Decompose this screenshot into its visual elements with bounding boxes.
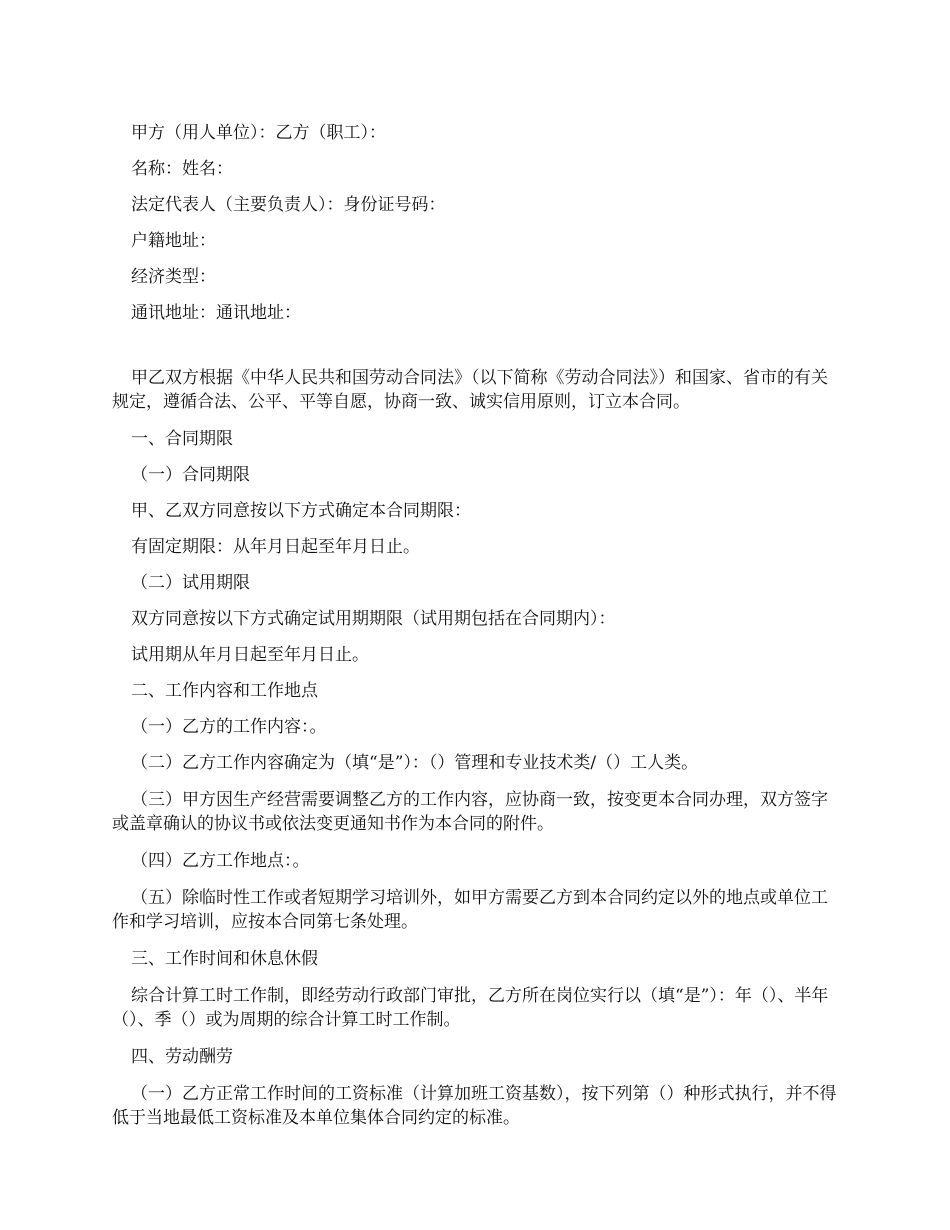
party-line: 甲方（用人单位）：乙方（职工）： [131,123,386,143]
work-adjustment-paragraph: （三）甲方因生产经营需要调整乙方的工作内容，应协商一致，按变更本合同办理，双方签字或盖章确认的协议书或依法变更通知书作为本合同的附件。 [112,790,828,834]
section-heading-hours: 三、工作时间和休息休假 [131,949,318,969]
wage-standard-paragraph: （一）乙方正常工作时间的工资标准（计算加班工资基数），按下列第（）种形式执行，并不得低于当地最低工资标准及本单位集体合同约定的标准。 [112,1084,837,1128]
work-content-paragraph: （一）乙方的工作内容：。 [131,717,327,737]
economic-type-line: 经济类型： [131,267,216,287]
working-hours-paragraph: 综合计算工时工作制，即经劳动行政部门审批，乙方所在岗位实行以（填“是”）：年（）、半年（）、季（）或为周期的综合计算工时工作制。 [112,986,829,1030]
work-location-paragraph: （四）乙方工作地点：。 [131,851,310,871]
document-content [112,122,842,1144]
section-heading-term: 一、合同期限 [131,429,233,449]
legal-representative-line: 法定代表人（主要负责人）：身份证号码： [131,195,446,215]
preamble-paragraph: 甲乙双方根据《中华人民共和国劳动合同法》（以下简称《劳动合同法》）和国家、省市的有关规定，遵循合法、公平、平等自愿，协商一致、诚实信用原则，订立本合同。 [112,368,828,412]
probation-method-paragraph: 双方同意按以下方式确定试用期期限（试用期包括在合同期内）： [131,609,616,629]
name-line: 名称：姓名： [131,159,233,179]
section-heading-work: 二、工作内容和工作地点 [131,681,318,701]
probation-period-paragraph: 试用期从年月日起至年月日止。 [131,645,369,665]
household-address-line: 户籍地址： [131,231,216,251]
section-gap [112,338,842,366]
fixed-term-paragraph: 有固定期限：从年月日起至年月日止。 [131,537,420,557]
term-method-paragraph: 甲、乙双方同意按以下方式确定本合同期限： [131,501,471,521]
mailing-address-line: 通讯地址：通讯地址： [131,303,301,323]
section-heading-pay: 四、劳动酬劳 [131,1047,233,1067]
subsection-contract-term: （一）合同期限 [131,465,250,485]
work-category-paragraph: （二）乙方工作内容确定为（填“是”）：（）管理和专业技术类/（）工人类。 [131,753,699,773]
off-site-work-paragraph: （五）除临时性工作或者短期学习培训外，如甲方需要乙方到本合同约定以外的地点或单位工作和学习培训，应按本合同第七条处理。 [112,888,828,932]
subsection-probation: （二）试用期限 [131,573,250,593]
